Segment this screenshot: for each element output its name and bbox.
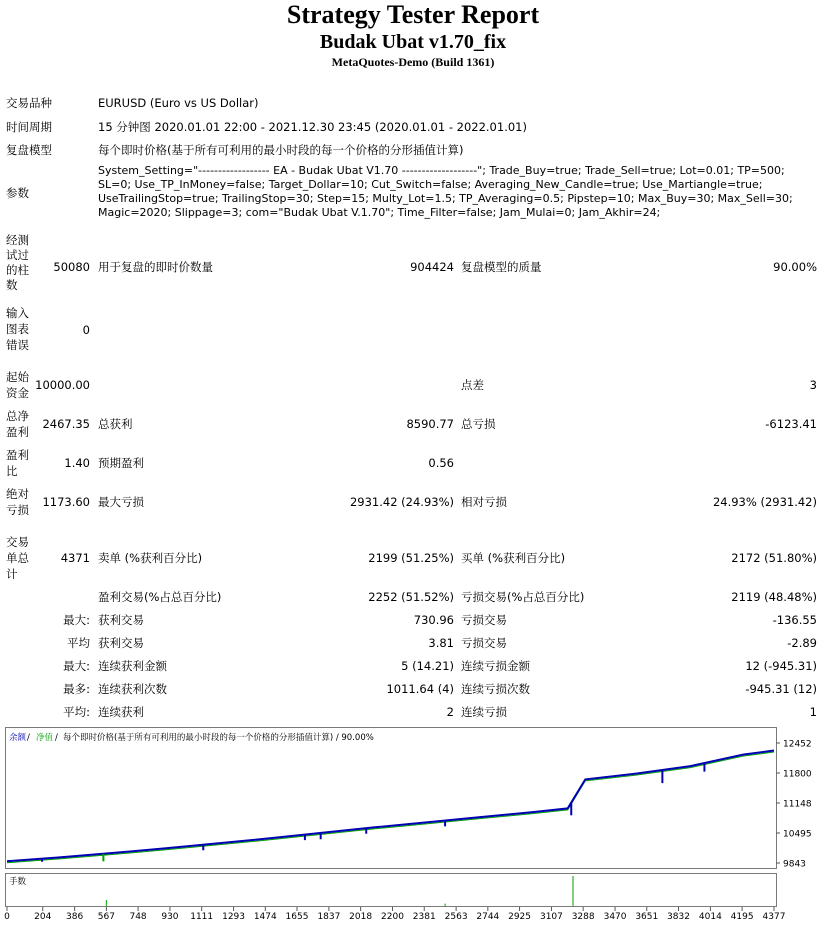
x-tick-label: 3470 bbox=[603, 912, 627, 922]
x-tick-label: 3832 bbox=[667, 912, 690, 922]
x-tick-label: 1293 bbox=[222, 912, 246, 922]
legend-balance: 余额 bbox=[9, 733, 27, 743]
max-label: 最大: bbox=[63, 659, 90, 673]
legend-sep-2: / bbox=[55, 733, 58, 743]
profit-trades-label: 盈利交易(%占总百分比) bbox=[98, 590, 222, 604]
grossloss-value: -6123.41 bbox=[765, 417, 817, 431]
quality-label: 复盘模型的质量 bbox=[461, 260, 542, 274]
x-tick-label: 1655 bbox=[285, 912, 309, 922]
max-consec-losses-label: 连续亏损金额 bbox=[461, 659, 530, 673]
most-consec-loss-label: 连续亏损次数 bbox=[461, 682, 530, 696]
loss-trades-label: 亏损交易(%占总百分比) bbox=[461, 590, 585, 604]
grossloss-label: 总亏损 bbox=[461, 417, 496, 431]
largest-loss-label: 亏损交易 bbox=[461, 613, 507, 627]
params-value: System_Setting="------------------ EA - Budak Ubat V1.70 -------------------"; Trade_Buy=true; Trade_Sell=true; Lot=0.01; TP=500; SL=0; Use_TP_InMoney=false; Target_Dollar=10; Cut_Switch=false; Averaging_New_Candle=true; Use_Martiangle=true; UseTrailingStop=true; TrailingStop=30; Step=15; Multy_Lot=1.5; TP_Averaging=0.5; Pipstep=10; Max_Buy=30; Max_Sell=30; Magic=2020; Slippage=3; com="Budak Ubat V.1.70"; Time_Filter=false; Jam_Mulai=0; Jam_Akhir=24; bbox=[98, 164, 793, 219]
largest-loss-value: -136.55 bbox=[772, 613, 817, 627]
netprofit-label: 总净盈利 bbox=[6, 409, 29, 439]
x-tick-label: 4195 bbox=[730, 912, 754, 922]
x-tick-label: 1837 bbox=[317, 912, 341, 922]
y-tick-label: 11800 bbox=[783, 769, 812, 780]
most-consec-loss-value: -945.31 (12) bbox=[745, 682, 817, 696]
legend-desc: 每个即时价格(基于所有可利用的最小时段的每一个价格的分形插值计算) / 90.00% bbox=[63, 733, 374, 743]
grossprofit-value: 8590.77 bbox=[406, 417, 454, 431]
max-consec-wins-value: 5 (14.21) bbox=[401, 659, 454, 673]
errors-label: 输入图表错误 bbox=[6, 306, 29, 352]
long-value: 2172 (51.80%) bbox=[731, 551, 817, 565]
short-value: 2199 (51.25%) bbox=[368, 551, 454, 565]
legend-equity: 净值 bbox=[36, 733, 54, 743]
absdd-value: 1173.60 bbox=[42, 495, 90, 509]
trades-label: 交易单总计 bbox=[6, 535, 29, 581]
x-tick-label: 1111 bbox=[190, 912, 214, 922]
volume-frame bbox=[6, 874, 777, 907]
volume-label: 手数 bbox=[9, 877, 27, 887]
balance-chart bbox=[5, 727, 821, 923]
symbol-label: 交易品种 bbox=[6, 96, 52, 110]
reldd-value: 24.93% (2931.42) bbox=[712, 495, 817, 509]
most-consec-profit-label: 连续获利次数 bbox=[98, 682, 167, 696]
largest-profit-label: 获利交易 bbox=[98, 613, 144, 627]
symbol-value: EURUSD (Euro vs US Dollar) bbox=[98, 96, 259, 110]
average-loss-label: 亏损交易 bbox=[461, 636, 507, 650]
x-tick-label: 3651 bbox=[635, 912, 659, 922]
max-consec-losses-value: 12 (-945.31) bbox=[745, 659, 817, 673]
x-tick-label: 2200 bbox=[381, 912, 404, 922]
average-label: 平均 bbox=[67, 636, 90, 650]
netprofit-value: 2467.35 bbox=[42, 417, 90, 431]
plot-frame bbox=[6, 728, 777, 869]
spread-value: 3 bbox=[809, 378, 817, 392]
most-consec-profit-value: 1011.64 (4) bbox=[386, 682, 454, 696]
largest-label: 最大: bbox=[63, 613, 90, 627]
quality-value: 90.00% bbox=[773, 260, 817, 274]
absdd-label: 绝对亏损 bbox=[6, 487, 29, 517]
avg-consec-wins-value: 2 bbox=[446, 705, 454, 719]
y-tick-label: 12452 bbox=[783, 739, 812, 750]
trades-value: 4371 bbox=[60, 551, 90, 565]
average-loss-value: -2.89 bbox=[787, 636, 817, 650]
reldd-label: 相对亏损 bbox=[461, 495, 507, 509]
bars-label: 经测试过的柱数 bbox=[6, 233, 29, 292]
x-tick-label: 4014 bbox=[698, 912, 722, 922]
pf-value: 1.40 bbox=[64, 456, 90, 470]
loss-trades-value: 2119 (48.48%) bbox=[731, 590, 817, 604]
short-label: 卖单 (%获利百分比) bbox=[98, 551, 203, 565]
avg-consec-losses-value: 1 bbox=[809, 705, 817, 719]
x-tick-label: 748 bbox=[129, 912, 147, 922]
x-tick-label: 2563 bbox=[444, 912, 468, 922]
x-tick-label: 4377 bbox=[762, 912, 786, 922]
spread-label: 点差 bbox=[461, 378, 484, 392]
average-profit-value: 3.81 bbox=[428, 636, 454, 650]
y-tick-label: 11148 bbox=[783, 799, 812, 810]
ticks-value: 904424 bbox=[410, 260, 454, 274]
maxdd-value: 2931.42 (24.93%) bbox=[349, 495, 454, 509]
errors-value: 0 bbox=[82, 323, 90, 337]
report-server: MetaQuotes-Demo (Build 1361) bbox=[331, 55, 495, 69]
model-label: 复盘模型 bbox=[6, 143, 52, 157]
avg-label: 平均: bbox=[63, 705, 90, 719]
x-tick-label: 0 bbox=[4, 912, 10, 922]
report-subtitle: Budak Ubat v1.70_fix bbox=[319, 31, 507, 53]
model-value: 每个即时价格(基于所有可利用的最小时段的每一个价格的分形插值计算) bbox=[98, 143, 464, 157]
long-label: 买单 (%获利百分比) bbox=[461, 551, 566, 565]
avg-consec-losses-label: 连续亏损 bbox=[461, 705, 507, 719]
report-title: Strategy Tester Report bbox=[286, 0, 540, 29]
average-profit-label: 获利交易 bbox=[98, 636, 144, 650]
x-tick-label: 386 bbox=[66, 912, 84, 922]
largest-profit-value: 730.96 bbox=[413, 613, 454, 627]
x-tick-label: 3288 bbox=[571, 912, 595, 922]
ticks-label: 用于复盘的即时价数量 bbox=[98, 260, 213, 274]
profit-trades-value: 2252 (51.52%) bbox=[368, 590, 454, 604]
pf-label: 盈利比 bbox=[6, 448, 29, 478]
payoff-value: 0.56 bbox=[428, 456, 454, 470]
x-tick-label: 2925 bbox=[508, 912, 532, 922]
max-consec-wins-label: 连续获利金额 bbox=[98, 659, 167, 673]
x-tick-label: 3107 bbox=[539, 912, 563, 922]
most-label: 最多: bbox=[63, 682, 90, 696]
x-tick-label: 204 bbox=[34, 912, 52, 922]
y-tick-label: 9843 bbox=[783, 859, 806, 870]
period-label: 时间周期 bbox=[6, 120, 52, 134]
x-tick-label: 1474 bbox=[253, 912, 277, 922]
x-tick-label: 930 bbox=[161, 912, 179, 922]
deposit-value: 10000.00 bbox=[35, 378, 90, 392]
x-tick-label: 567 bbox=[97, 912, 115, 922]
x-tick-label: 2744 bbox=[476, 912, 500, 922]
bars-value: 50080 bbox=[53, 260, 90, 274]
deposit-label: 起始资金 bbox=[6, 370, 29, 400]
legend-sep-1: / bbox=[27, 733, 30, 743]
maxdd-label: 最大亏损 bbox=[98, 495, 144, 509]
payoff-label: 预期盈利 bbox=[98, 456, 144, 470]
period-value: 15 分钟图 2020.01.01 22:00 - 2021.12.30 23:45 (2020.01.01 - 2022.01.01) bbox=[98, 120, 527, 134]
x-tick-label: 2018 bbox=[349, 912, 373, 922]
params-label: 参数 bbox=[6, 186, 29, 200]
y-tick-label: 10495 bbox=[783, 829, 812, 840]
grossprofit-label: 总获利 bbox=[98, 417, 133, 431]
avg-consec-wins-label: 连续获利 bbox=[98, 705, 144, 719]
x-tick-label: 2381 bbox=[412, 912, 436, 922]
